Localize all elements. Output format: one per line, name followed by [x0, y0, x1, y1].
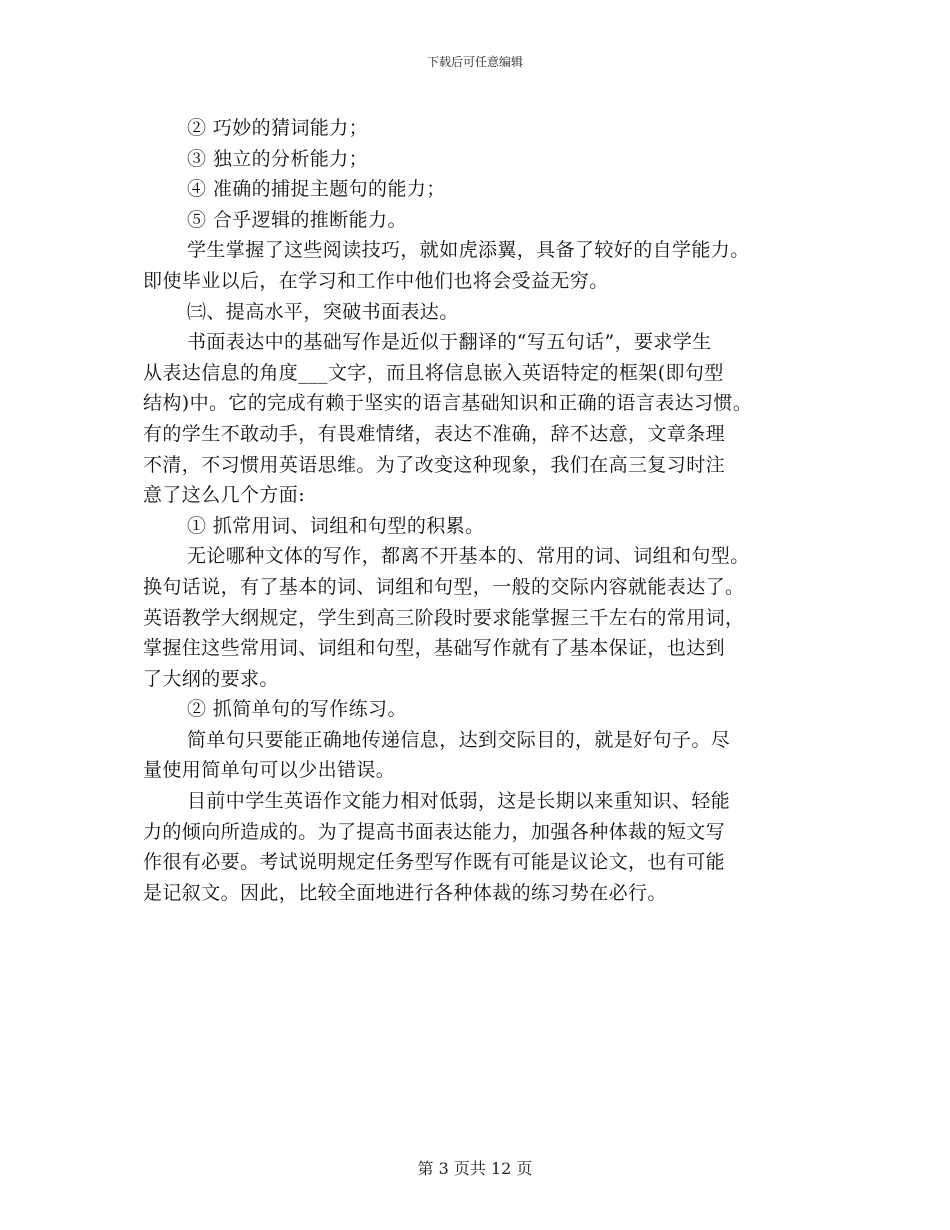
page-footer: 第 3 页共 12 页: [417, 1159, 533, 1178]
text-line: 简单句只要能正确地传递信息，达到交际目的，就是好句子。尽: [187, 728, 731, 751]
text-line: ① 抓常用词、词组和句型的积累。: [187, 514, 485, 537]
text-line: 作很有必要。考试说明规定任务型写作既有可能是议论文，也有可能: [143, 851, 726, 874]
text-line: 量使用简单句可以少出错误。: [143, 759, 396, 782]
text-line: ㈢、提高水平，突破书面表达。: [187, 300, 459, 323]
text-line: 即使毕业以后，在学习和工作中他们也将会受益无穷。: [143, 269, 609, 292]
text-line: 不清，不习惯用英语思维。为了改变这种现象，我们在高三复习时注: [143, 453, 726, 476]
text-line: 无论哪种文体的写作，都离不开基本的、常用的词、词组和句型。: [187, 545, 750, 568]
text-line: 学生掌握了这些阅读技巧，就如虎添翼，具备了较好的自学能力。: [187, 239, 750, 262]
page-header: 下载后可任意编辑: [426, 55, 523, 69]
text-line: ② 巧妙的猜词能力；: [187, 117, 369, 139]
text-line: ② 抓简单句的写作练习。: [187, 698, 407, 721]
text-line: 从表达信息的角度___文字，而且将信息嵌入英语特定的框架(即句型: [143, 361, 724, 384]
text-line: ⑤ 合乎逻辑的推断能力。: [187, 208, 407, 231]
document-body: [143, 113, 811, 908]
text-line: ③ 独立的分析能力；: [187, 147, 369, 170]
text-line: 有的学生不敢动手，有畏难情绪，表达不准确，辞不达意，文章条理: [143, 422, 726, 445]
text-line: 力的倾向所造成的。为了提高书面表达能力，加强各种体裁的短文写: [143, 820, 726, 843]
text-line: 结构)中。它的完成有赖于坚实的语言基础知识和正确的语言表达习惯。: [143, 392, 753, 415]
text-line: 意了这么几个方面:: [143, 484, 306, 507]
text-line: 掌握住这些常用词、词组和句型，基础写作就有了基本保证，也达到: [143, 637, 726, 660]
text-line: 目前中学生英语作文能力相对低弱，这是长期以来重知识、轻能: [187, 790, 731, 813]
text-line: 是记叙文。因此，比较全面地进行各种体裁的练习势在必行。: [143, 881, 667, 904]
text-line: 英语教学大纲规定，学生到高三阶段时要求能掌握三千左右的常用词，: [143, 606, 745, 629]
text-line: 换句话说，有了基本的词、词组和句型，一般的交际内容就能表达了。: [143, 575, 745, 598]
text-line: ④ 准确的捕捉主题句的能力；: [187, 178, 446, 201]
text-line: 了大纲的要求。: [143, 667, 279, 690]
text-line: 书面表达中的基础写作是近似于翻译的“写五句话”，要求学生: [187, 331, 712, 354]
